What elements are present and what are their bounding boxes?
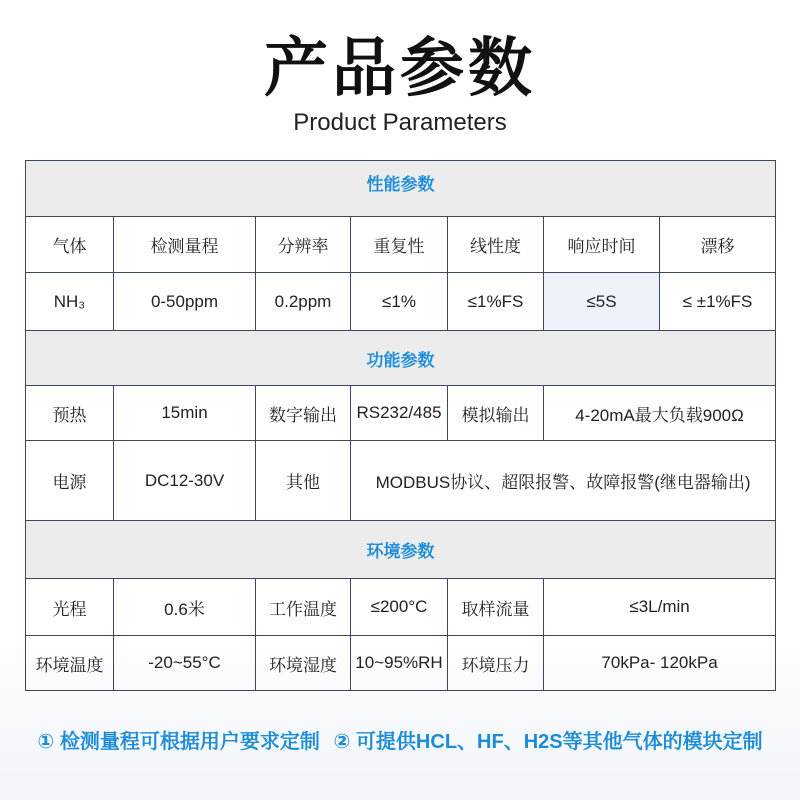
value-cell: 4-20mA最大负载900Ω (544, 386, 776, 441)
table-row (26, 636, 776, 691)
value-cell: DC12-30V (114, 441, 256, 521)
table-row (26, 386, 776, 441)
value-cell: ≤200°C (351, 579, 448, 636)
value-linearity: ≤1%FS (448, 273, 544, 331)
value-cell: RS232/485 (351, 386, 448, 441)
performance-value-row (26, 273, 776, 331)
value-response-time: ≤5S (544, 273, 660, 331)
label-cell: 模拟输出 (448, 386, 544, 441)
value-repeatability: ≤1% (351, 273, 448, 331)
section-heading-function: 功能参数 (26, 331, 776, 386)
footnotes (0, 729, 800, 755)
section-heading-performance: 性能参数 (26, 161, 776, 217)
page-subtitle: Product Parameters (293, 109, 507, 136)
section-heading-environment: 环境参数 (26, 521, 776, 579)
value-cell: -20~55°C (114, 636, 256, 691)
value-cell: 10~95%RH (351, 636, 448, 691)
value-cell: MODBUS协议、超限报警、故障报警(继电器输出) (351, 441, 776, 521)
column-header-gas: 气体 (26, 217, 114, 273)
footnote-1: ① 检测量程可根据用户要求定制 (37, 731, 320, 753)
footnote-2: ② 可提供HCL、HF、H2S等其他气体的模块定制 (333, 731, 763, 753)
column-header-response-time: 响应时间 (544, 217, 660, 273)
label-cell: 电源 (26, 441, 114, 521)
column-header-drift: 漂移 (660, 217, 776, 273)
value-resolution: 0.2ppm (256, 273, 351, 331)
label-cell: 数字输出 (256, 386, 351, 441)
value-cell: 15min (114, 386, 256, 441)
page-title: 产品参数 (264, 32, 536, 104)
label-cell: 其他 (256, 441, 351, 521)
column-header-range: 检测量程 (114, 217, 256, 273)
label-cell: 环境压力 (448, 636, 544, 691)
column-header-linearity: 线性度 (448, 217, 544, 273)
label-cell: 工作温度 (256, 579, 351, 636)
column-header-resolution: 分辨率 (256, 217, 351, 273)
table-row (26, 441, 776, 521)
spec-table (25, 160, 776, 691)
value-gas: NH₃ (26, 273, 114, 331)
value-range: 0-50ppm (114, 273, 256, 331)
column-header-row (26, 217, 776, 273)
label-cell: 环境湿度 (256, 636, 351, 691)
section-row-performance (26, 161, 776, 217)
label-cell: 光程 (26, 579, 114, 636)
section-row-function (26, 331, 776, 386)
label-cell: 环境温度 (26, 636, 114, 691)
section-row-environment (26, 521, 776, 579)
column-header-repeatability: 重复性 (351, 217, 448, 273)
table-row (26, 579, 776, 636)
value-cell: ≤3L/min (544, 579, 776, 636)
value-drift: ≤ ±1%FS (660, 273, 776, 331)
label-cell: 取样流量 (448, 579, 544, 636)
value-cell: 70kPa- 120kPa (544, 636, 776, 691)
value-cell: 0.6米 (114, 579, 256, 636)
label-cell: 预热 (26, 386, 114, 441)
